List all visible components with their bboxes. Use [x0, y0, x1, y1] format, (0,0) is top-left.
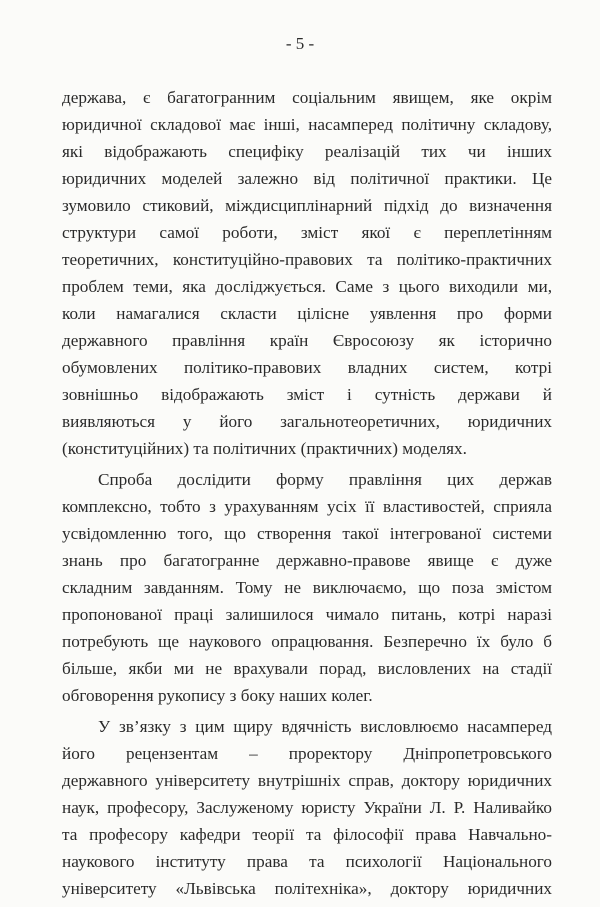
text-line: які відображають специфіку реалізацій тих чи інших: [62, 142, 552, 161]
text-line: знань про багатогранне державно-правове явище є дуже: [62, 551, 552, 570]
text-line: потребують ще наукового опрацювання. Безперечно їх було б: [62, 632, 552, 651]
text-line: його рецензентам – проректору Дніпропетровського: [62, 744, 552, 763]
text-line: наук, професору, Заслуженому юристу України Л. Р. Наливайко: [62, 798, 552, 817]
page-number: - 5 -: [285, 34, 315, 53]
text-line: обговорення рукопису з боку наших колег.: [62, 686, 373, 705]
text-line: складним завданням. Тому не виключаємо, що поза змістом: [62, 578, 552, 597]
text-line: Спроба дослідити форму правління цих держав: [98, 470, 552, 489]
text-line: комплексно, тобто з урахуванням усіх її властивостей, сприяла: [62, 497, 552, 516]
text-line: юридичних моделей залежно від політичної практики. Це: [62, 169, 552, 188]
text-line: зумовило стиковий, міждисциплінарний підхід до визначення: [62, 196, 552, 215]
text-line: теоретичних, конституційно-правових та політико-практичних: [62, 250, 552, 269]
text-line: більше, якби ми не врахували порад, висловлених на стадії: [62, 659, 552, 678]
text-line: державного університету внутрішніх справ, доктору юридичних: [62, 771, 552, 790]
text-line: юридичної складової має інші, насамперед політичну складову,: [62, 115, 552, 134]
text-line: У зв’язку з цим щиру вдячність висловлюємо насамперед: [98, 717, 552, 736]
text-line: університету «Львівська політехніка», доктору юридичних: [62, 879, 552, 898]
text-line: наукового інституту права та психології Національного: [62, 852, 552, 871]
paragraph: [62, 466, 552, 709]
text-line: держава, є багатогранним соціальним явищем, яке окрім: [62, 88, 552, 107]
text-line: обумовлених політико-правових владних систем, котрі: [62, 358, 552, 377]
text-line: зовнішньо відображають зміст і сутність держави й: [62, 385, 552, 404]
text-line: коли намагалися скласти цілісне уявлення про форми: [62, 304, 552, 323]
paragraph: [62, 713, 552, 902]
text-line: та професору кафедри теорії та філософії права Навчально-: [62, 825, 552, 844]
text-line: усвідомленню того, що створення такої інтегрованої системи: [62, 524, 552, 543]
text-line: структури самої роботи, зміст якої є переплетінням: [62, 223, 552, 242]
text-line: державного правління країн Євросоюзу як історично: [62, 331, 552, 350]
text-line: виявляються у його загальнотеоретичних, юридичних: [62, 412, 552, 431]
body-text: [62, 84, 552, 906]
text-line: проблем теми, яка досліджується. Саме з цього виходили ми,: [62, 277, 552, 296]
paragraph: [62, 84, 552, 462]
text-line: (конституційних) та політичних (практичних) моделях.: [62, 439, 467, 458]
text-line: пропонованої праці залишилося чимало питань, котрі наразі: [62, 605, 552, 624]
